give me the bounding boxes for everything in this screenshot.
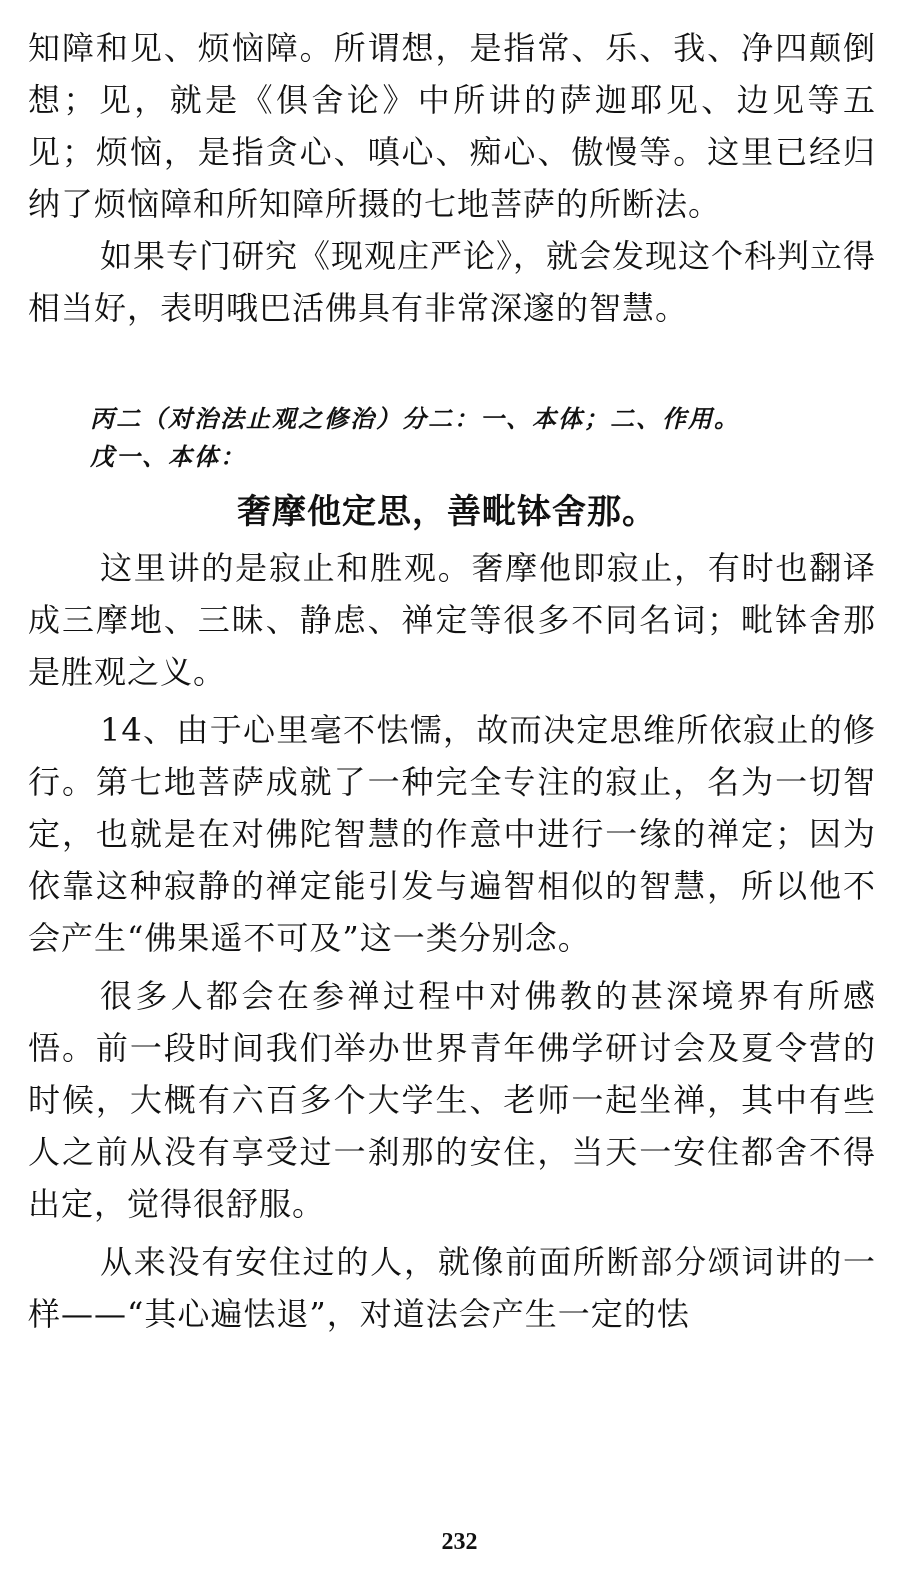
paragraph-meditation-camp: 很多人都会在参禅过程中对佛教的甚深境界有所感悟。前一段时间我们举办世界青年佛学研讨会及夏令营的时候，大概有六百多个大学生、老师一起坐禅，其中有些人之前从没有享受过一刹那的安住，当天一安住都舍不得出定，觉得很舒服。 [28, 977, 876, 1223]
paragraph-verse-14: 14、由于心里毫不怯懦，故而决定思维所依寂止的修行。第七地菩萨成就了一种完全专注的寂止，名为一切智定，也就是在对佛陀智慧的作意中进行一缘的禅定；因为依靠这种寂静的禅定能引发与遍智相似的智慧，所以他不会产生“佛果遥不可及”这一类分别念。 [28, 711, 876, 957]
section-heading-line-2: 戊一、本体： [90, 443, 246, 471]
root-verse: 奢摩他定思，善毗钵舍那。 [237, 492, 657, 532]
section-heading-line-1: 丙二（对治法止观之修治）分二：一、本体；二、作用。 [90, 405, 740, 433]
paragraph-shamatha-vipashyana: 这里讲的是寂止和胜观。奢摩他即寂止，有时也翻译成三摩地、三昧、静虑、禅定等很多不同名词；毗钵舍那是胜观之义。 [28, 549, 876, 691]
paragraph-abhisamayalamkara: 如果专门研究《现观庄严论》，就会发现这个科判立得相当好，表明哦巴活佛具有非常深邃的智慧。 [28, 237, 877, 327]
paragraph-obscurations: 知障和见、烦恼障。所谓想，是指常、乐、我、净四颠倒想；见，就是《俱舍论》中所讲的萨迦耶见、边见等五见；烦恼，是指贪心、嗔心、痴心、傲慢等。这里已经归纳了烦恼障和所知障所摄的七地菩萨的所断法。 [28, 29, 876, 223]
page-number: 232 [441, 1529, 478, 1555]
section-heading [28, 400, 876, 476]
paragraph-never-settled: 从来没有安住过的人，就像前面所断部分颂词讲的一样——“其心遍怯退”，对道法会产生一定的怯 [28, 1243, 876, 1333]
page-body [28, 22, 876, 1340]
